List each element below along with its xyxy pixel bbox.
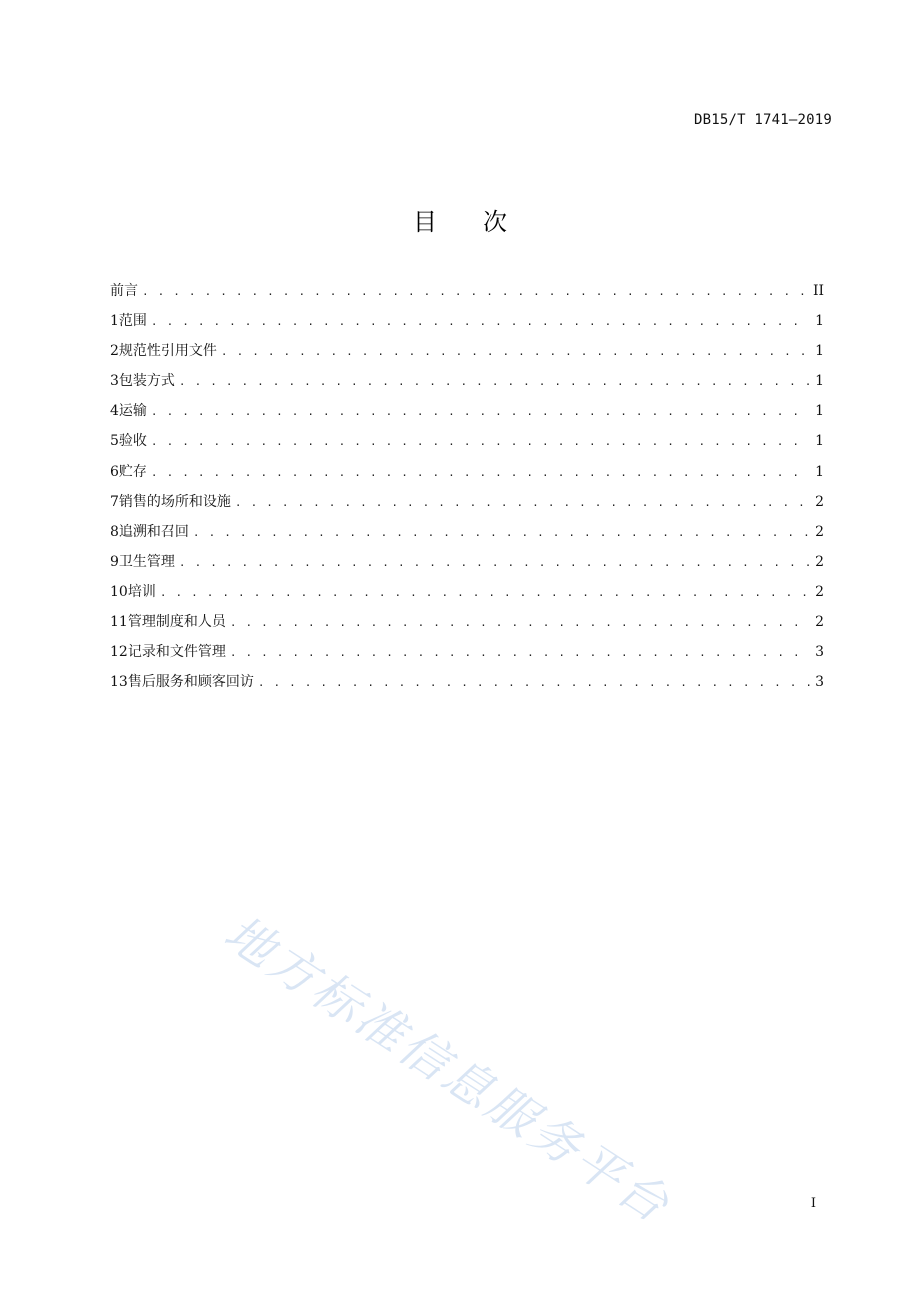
toc-entry-label: 范围 [118, 313, 147, 330]
standard-code: DB15/T 1741—2019 [693, 112, 832, 128]
toc-entry-number: 9 [110, 553, 119, 570]
toc-entry-label: 追溯和召回 [118, 523, 189, 540]
toc-entry-page: 2 [815, 614, 824, 631]
toc-entry-label: 销售的场所和设施 [118, 493, 231, 510]
toc-entry-number: 6 [110, 463, 119, 480]
toc-entry-foreword[interactable] [110, 276, 824, 306]
toc-entry-label: 贮存 [118, 463, 147, 480]
toc-entry-number: 11 [110, 614, 128, 631]
toc-entry-page: 1 [815, 373, 824, 390]
toc-entry-label: 管理制度和人员 [127, 614, 226, 631]
toc-entry-page: 1 [815, 313, 824, 330]
toc-entry-number: 10 [110, 583, 128, 600]
toc-entry-number: 4 [110, 403, 119, 420]
toc-entry-label: 培训 [127, 583, 156, 600]
toc-leader-dots [151, 397, 810, 427]
toc-entry-number: 1 [110, 313, 119, 330]
toc-entry-label: 规范性引用文件 [118, 343, 217, 360]
toc-entry-label: 记录和文件管理 [127, 644, 226, 661]
toc-leader-dots [230, 608, 810, 638]
toc-leader-dots [142, 277, 809, 307]
toc-entry-number: 7 [110, 493, 119, 510]
toc-entry-11[interactable] [110, 607, 824, 637]
toc-entry-12[interactable] [110, 637, 824, 667]
toc-entry-page: 2 [815, 583, 824, 600]
toc-leader-dots [160, 578, 810, 608]
toc-entry-6[interactable] [110, 457, 824, 487]
toc-entry-label: 售后服务和顾客回访 [127, 674, 254, 691]
toc-leader-dots [230, 638, 810, 668]
toc-leader-dots [221, 337, 810, 367]
toc-entry-page: 3 [815, 644, 824, 661]
toc-entry-3[interactable] [110, 366, 824, 396]
toc-entry-5[interactable] [110, 426, 824, 456]
toc-leader-dots [151, 307, 810, 337]
toc-leader-dots [151, 427, 810, 457]
toc-entry-number: 13 [110, 674, 128, 691]
toc-entry-page: 1 [815, 433, 824, 450]
toc-entry-page: 2 [815, 493, 824, 510]
toc-entry-number: 2 [110, 343, 119, 360]
toc-entry-number: 3 [110, 373, 119, 390]
toc-entry-page: 1 [815, 343, 824, 360]
toc-entry-label: 前言 [110, 283, 138, 299]
toc-leader-dots [258, 668, 810, 698]
toc-entry-number: 8 [110, 523, 119, 540]
toc-leader-dots [179, 367, 810, 397]
toc-entry-number: 5 [110, 433, 119, 450]
toc-entry-page: 1 [815, 463, 824, 480]
toc-entry-page: II [812, 283, 824, 299]
toc-entry-page: 2 [815, 523, 824, 540]
toc-entry-13[interactable] [110, 667, 824, 697]
toc-entry-4[interactable] [110, 396, 824, 426]
toc-entry-page: 2 [815, 553, 824, 570]
toc-title-part2: 次 [483, 208, 507, 236]
toc-title-part1: 目 [413, 208, 437, 236]
toc-leader-dots [193, 518, 810, 548]
toc-entry-label: 卫生管理 [118, 553, 175, 570]
table-of-contents [110, 276, 824, 697]
toc-title [0, 202, 920, 237]
toc-leader-dots [235, 488, 810, 518]
toc-entry-2[interactable] [110, 336, 824, 366]
toc-entry-number: 12 [110, 644, 128, 661]
toc-entry-1[interactable] [110, 306, 824, 336]
toc-entry-7[interactable] [110, 487, 824, 517]
toc-leader-dots [179, 548, 810, 578]
toc-leader-dots [151, 458, 810, 488]
toc-entry-8[interactable] [110, 517, 824, 547]
toc-entry-label: 验收 [118, 433, 147, 450]
toc-entry-9[interactable] [110, 547, 824, 577]
toc-entry-label: 运输 [118, 403, 147, 420]
toc-entry-label: 包装方式 [118, 373, 175, 390]
toc-entry-page: 1 [815, 403, 824, 420]
watermark: 地方标准信息服务平台 [214, 904, 681, 1235]
toc-entry-page: 3 [815, 674, 824, 691]
toc-entry-10[interactable] [110, 577, 824, 607]
page-number: I [810, 1196, 816, 1211]
